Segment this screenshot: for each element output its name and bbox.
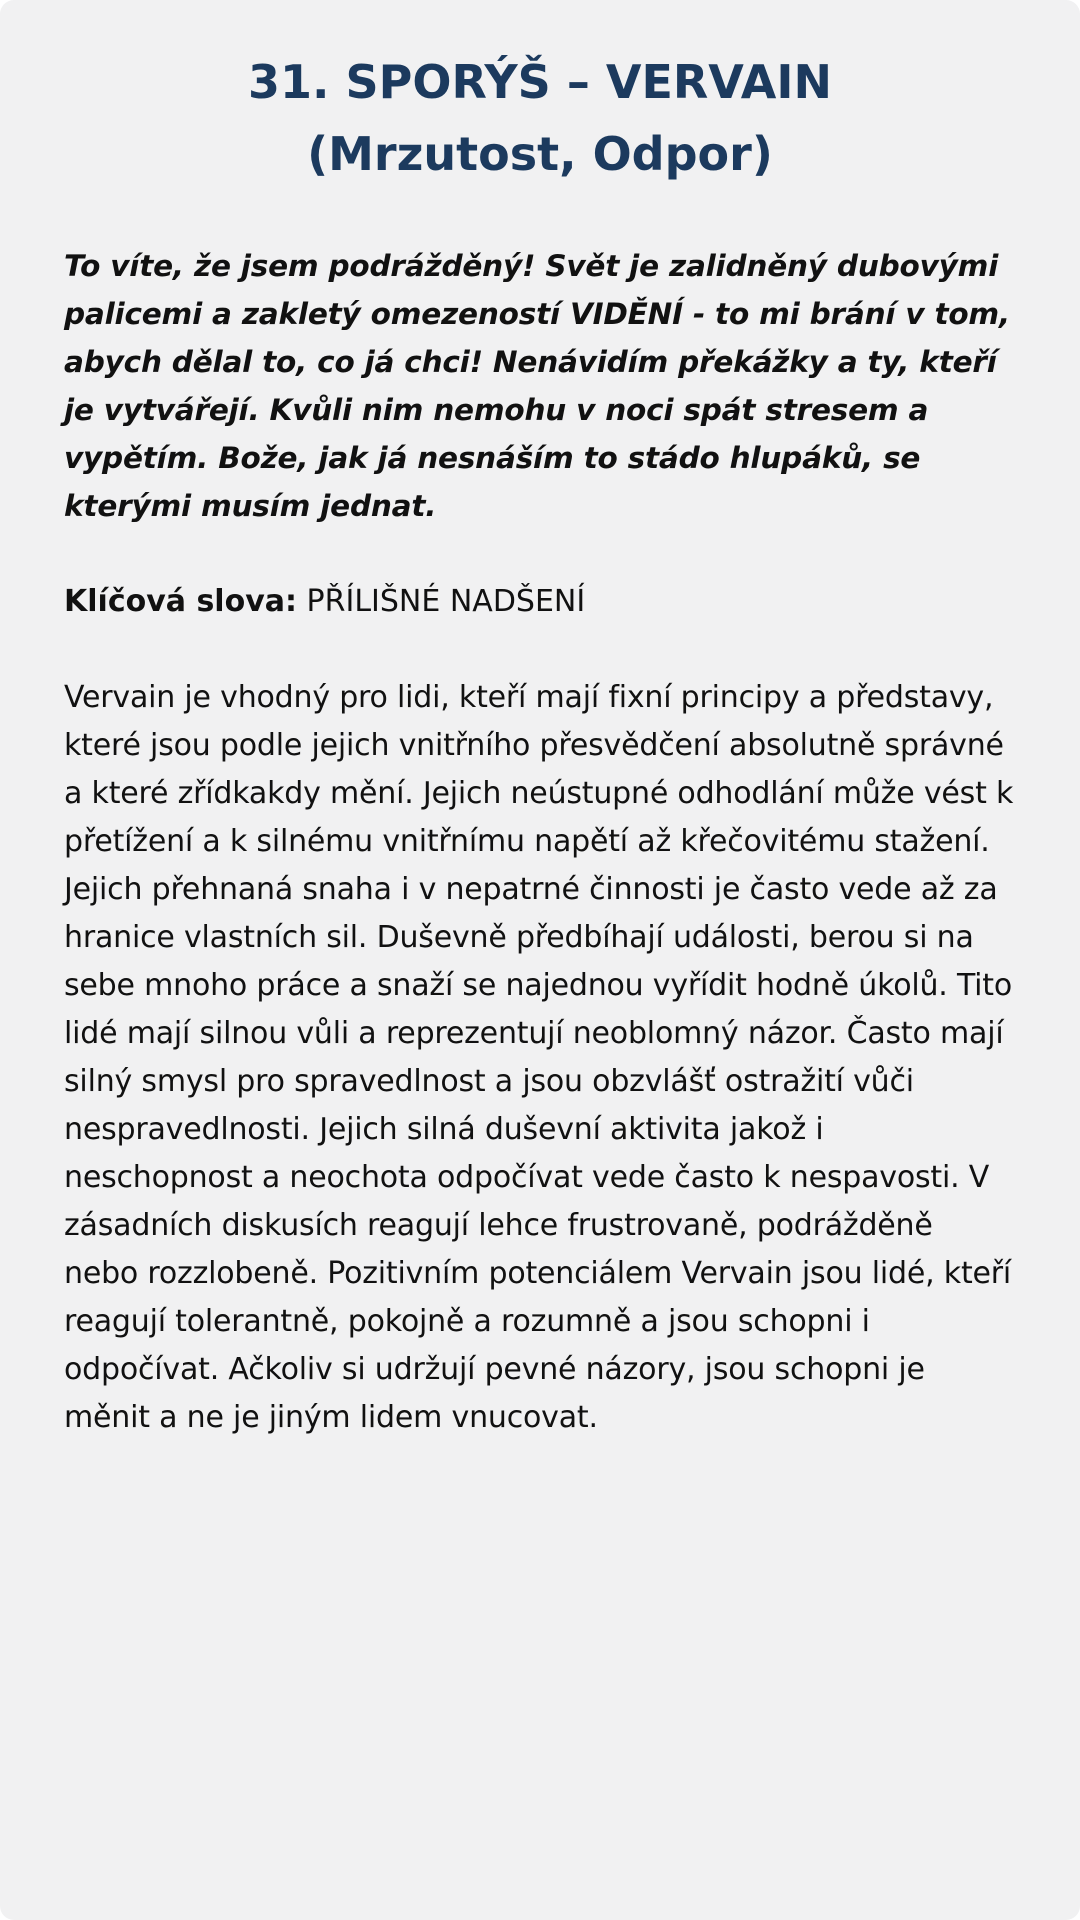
page-title — [64, 46, 1016, 190]
keywords-label: Klíčová slova: — [64, 584, 297, 619]
description-paragraph: Vervain je vhodný pro lidi, kteří mají fixní principy a představy, které jsou podle jejich vnitřního přesvědčení absolutně správné a které zřídkakdy mění. Jejich neústupné odhodlání může vést k přetížení a k silnému vnitřnímu napětí až křečovitému stažení. Jejich přehnaná snaha i v nepatrné činnosti je často vede až za hranice vlastních sil. Duševně předbíhají události, berou si na sebe mnoho práce a snaží se najednou vyřídit hodně úkolů. Tito lidé mají silnou vůli a reprezentují neoblomný názor. Často mají silný smysl pro spravedlnost a jsou obzvlášť ostražití vůči nespravedlnosti. Jejich silná duševní aktivita jakož i neschopnost a neochota odpočívat vede často k nespavosti. V zásadních diskusích reagují lehce frustrovaně, podrážděně nebo rozzlobeně. Pozitivním potenciálem Vervain jsou lidé, kteří reagují tolerantně, pokojně a rozumně a jsou schopni i odpočívat. Ačkoliv si udržují pevné názory, jsou schopni je měnit a ne je jiným lidem vnucovat. — [64, 680, 1014, 1435]
quote-paragraph: To víte, že jsem podrážděný! Svět je zalidněný dubovými palicemi a zakletý omezeností VIDĚNÍ - to mi brání v tom, abych dělal to, co já chci! Nenávidím překážky a ty, kteří je vytvářejí. Kvůli nim nemohu v noci spát stresem a vypětím. Bože, jak já nesnáším to stádo hlupáků, se kterými musím jednat. — [64, 249, 1010, 523]
title-line-1: 31. SPORÝŠ – VERVAIN — [248, 55, 832, 109]
keywords-value: PŘÍLIŠNÉ NADŠENÍ — [306, 584, 586, 619]
keywords-line — [64, 578, 1016, 626]
title-line-2: (Mrzutost, Odpor) — [307, 127, 773, 181]
